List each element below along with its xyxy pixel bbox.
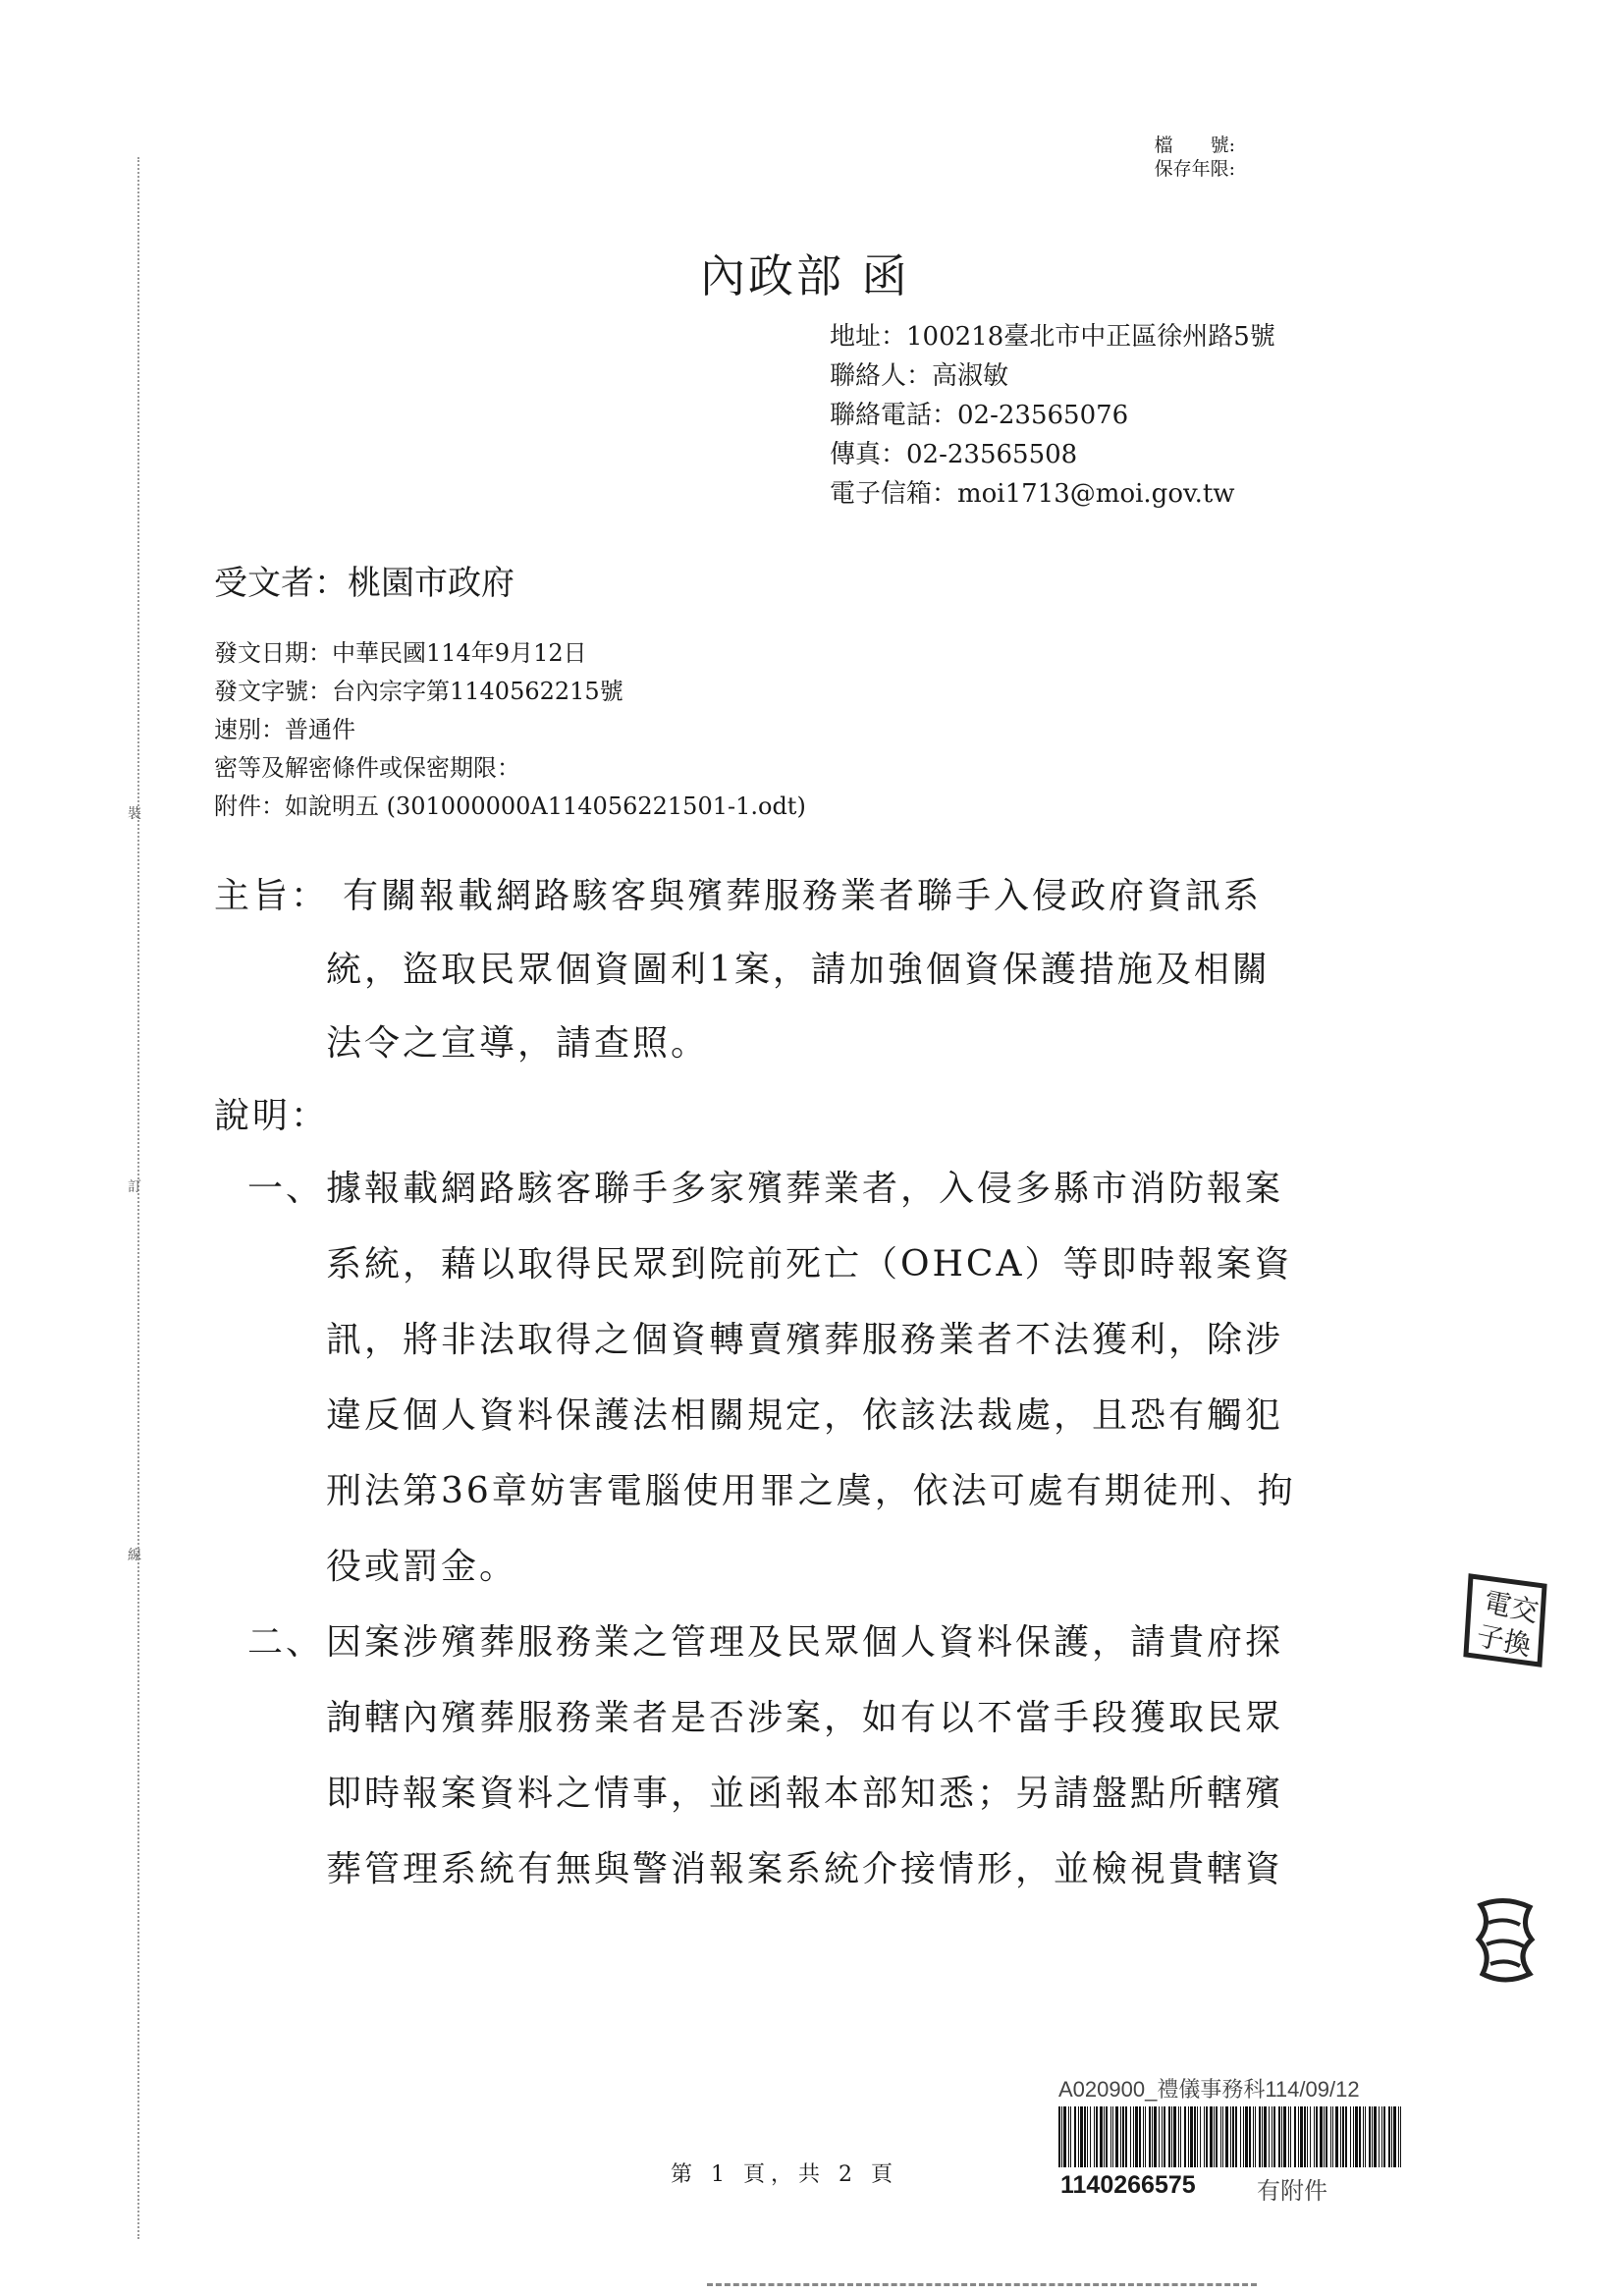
item-line: 葬管理系統有無與警消報案系統介接情形，並檢視貴轄資 <box>326 1849 1284 1889</box>
barcode-attachment-flag: 有附件 <box>1257 2177 1327 2205</box>
item-line: 系統，藉以取得民眾到院前死亡（OHCA）等即時報案資 <box>326 1244 1293 1284</box>
sender-address: 地址：100218臺北市中正區徐州路5號 <box>830 322 1275 352</box>
svg-text:電交: 電交 <box>1481 1585 1542 1629</box>
barcode-header: A020900_禮儀事務科114/09/12 <box>1058 2077 1360 2102</box>
item-line: 因案涉殯葬服務業之管理及民眾個人資料保護，請貴府探 <box>326 1622 1284 1663</box>
archive-retention: 保存年限: <box>1154 158 1235 180</box>
subject-line: 法令之宣導，請查照。 <box>326 1023 710 1064</box>
binding-mark-zhuang: 裝 <box>128 806 141 822</box>
barcode-label <box>1058 2073 1407 2205</box>
page-indicator: 第 1 頁，共 2 頁 <box>671 2162 898 2187</box>
item-line: 訊，將非法取得之個資轉賣殯葬服務業者不法獲利，除涉 <box>326 1320 1284 1360</box>
classification: 密等及解密條件或保密期限： <box>214 754 520 782</box>
issue-date: 發文日期：中華民國114年9月12日 <box>214 639 587 667</box>
binding-mark-ding: 訂 <box>128 1179 141 1195</box>
subject-line: 有關報載網路駭客與殯葬服務業者聯手入侵政府資訊系 <box>343 876 1263 916</box>
svg-text:子換: 子換 <box>1473 1618 1535 1663</box>
recipient: 受文者：桃園市政府 <box>214 564 514 603</box>
sender-phone: 聯絡電話：02-23565076 <box>830 401 1129 430</box>
archive-file-no: 檔 號: <box>1154 135 1235 156</box>
item-marker: 二、 <box>247 1622 325 1663</box>
item-line: 役或罰金。 <box>326 1547 518 1587</box>
subject-line: 統，盜取民眾個資圖利1案，請加強個資保護措施及相關 <box>326 950 1271 990</box>
seal-mark <box>1471 1895 1540 1984</box>
explanation-label: 說明： <box>214 1096 330 1136</box>
subject-label: 主旨： <box>214 876 330 916</box>
item-marker: 一、 <box>247 1169 325 1209</box>
attachment-info: 附件：如說明五 (301000000A114056221501-1.odt) <box>214 792 806 820</box>
electronic-exchange-stamp <box>1461 1571 1549 1669</box>
item-line: 詢轄內殯葬服務業者是否涉案，如有以不當手段獲取民眾 <box>326 1698 1284 1738</box>
item-line: 據報載網路駭客聯手多家殯葬業者，入侵多縣市消防報案 <box>326 1169 1284 1209</box>
binding-mark-xian: 線 <box>128 1548 141 1563</box>
bottom-edge-marks <box>707 2283 1257 2290</box>
document-number: 發文字號：台內宗字第1140562215號 <box>214 678 623 705</box>
barcode-bars <box>1058 2106 1407 2167</box>
priority: 速別：普通件 <box>214 716 355 743</box>
item-line: 即時報案資料之情事，並函報本部知悉；另請盤點所轄殯 <box>326 1774 1284 1814</box>
item-line: 刑法第36章妨害電腦使用罪之虞，依法可處有期徒刑、拘 <box>326 1471 1296 1511</box>
sender-fax: 傳真：02-23565508 <box>830 440 1078 469</box>
sender-contact-person: 聯絡人：高淑敏 <box>830 361 1009 391</box>
sender-email: 電子信箱：moi1713@moi.gov.tw <box>830 479 1235 509</box>
binding-margin-line <box>137 157 139 2239</box>
document-title: 內政部 函 <box>700 249 910 302</box>
barcode-number: 1140266575 <box>1060 2171 1196 2199</box>
item-line: 違反個人資料保護法相關規定，依該法裁處，且恐有觸犯 <box>326 1395 1284 1436</box>
